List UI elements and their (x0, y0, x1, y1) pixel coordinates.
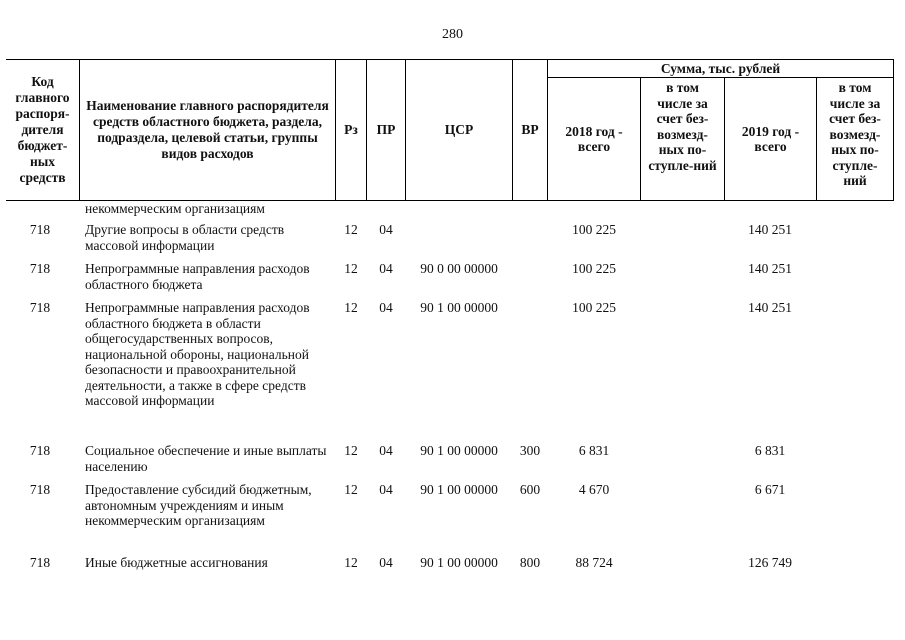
row-2019: 140 251 (748, 300, 792, 315)
row-csr: 90 1 00 00000 (420, 482, 498, 497)
row-pr: 04 (379, 482, 393, 497)
row-name: Непрограммные направления расходов областного бюджета (85, 261, 310, 292)
row-name: Иные бюджетные ассигнования (85, 555, 268, 570)
header-2018-grants: в том числе за счет без-возмезд-ных по-ступле-ний (640, 78, 724, 200)
row-kod: 718 (29, 300, 51, 315)
row-name: Социальное обеспечение и иные выплаты населению (85, 443, 327, 474)
row-2019: 6 671 (754, 482, 786, 497)
row-name: Предоставление субсидий бюджетным, автономным учреждениям и иным некоммерческим организациям (85, 482, 312, 528)
row-2019: 126 749 (748, 555, 792, 570)
row-2018: 88 724 (575, 555, 613, 570)
row-rz: 12 (344, 300, 358, 315)
row-rz: 12 (344, 222, 358, 237)
page-number: 280 (442, 27, 463, 42)
row-csr: 90 1 00 00000 (420, 443, 498, 458)
header-pr: ПР (366, 60, 405, 200)
row-csr: 90 0 00 00000 (420, 261, 498, 276)
row-kod: 718 (29, 482, 51, 497)
row-pr: 04 (379, 261, 393, 276)
row-2018: 4 670 (578, 482, 610, 497)
row-pr: 04 (379, 555, 393, 570)
row-csr: 90 1 00 00000 (420, 555, 498, 570)
header-2019-grants: в том числе за счет без-возмезд-ных по-ступле-ний (816, 78, 894, 200)
header-sum-title: Сумма, тыс. рублей (547, 60, 894, 78)
budget-table: Код главного распоря-дителя бюджет-ных средств Наименование главного распорядителя средств областного бюджета, раздела, подраздела, целевой статьи, группы видов расходов Рз ПР ЦСР ВР Сумма, тыс. рублей 2018 год - всего в том числе за счет без-возмезд-ных по-ступле-ний 2019 год - всего в том числе за счет без-возмезд-ных по-ступле-ний некоммерческим организациям 718 Другие вопросы в области средств массовой информации 12 04 100 225 140 251 718 Непрограммные направления расходов областного бюджета 12 04 90 0 00 00000 100 225 140 251 718 Непрограммные направления расходов областного бюджета в области общегосударственных вопросов, национальной обороны, национальной безопасности и правоохранительной деятельности, а также в сфере средств массовой информации 12 04 90 1 00 00000 100 225 140 251 718 Социальное обеспечение и иные выплаты населению 12 04 90 1 00 00000 300 6 831 6 831 718 Предоставление субсидий бюджетным, автономным учреждениям и иным некоммерческим организациям 12 04 90 1 00 00000 600 4 670 6 671 718 Иные бюджетные ассигнования 12 04 90 1 00 00000 800 88 724 126 749 (6, 59, 894, 201)
row-rz: 12 (344, 261, 358, 276)
row-kod: 718 (29, 443, 51, 458)
row-2019: 6 831 (754, 443, 786, 458)
row-2018: 100 225 (572, 261, 616, 276)
row-rz: 12 (344, 443, 358, 458)
row-rz: 12 (344, 555, 358, 570)
row-2019: 140 251 (748, 222, 792, 237)
row-2018: 100 225 (572, 222, 616, 237)
header-vr: ВР (512, 60, 547, 200)
row-2018: 6 831 (578, 443, 610, 458)
header-kod: Код главного распоря-дителя бюджет-ных средств (15, 74, 70, 185)
row-vr: 800 (519, 555, 541, 570)
row-vr: 300 (519, 443, 541, 458)
row-kod: 718 (29, 222, 51, 237)
row-pr: 04 (379, 222, 393, 237)
row-pr: 04 (379, 300, 393, 315)
header-2019-total: 2019 год - всего (724, 78, 816, 200)
row-2018: 100 225 (572, 300, 616, 315)
header-rz: Рз (335, 60, 366, 200)
row-2019: 140 251 (748, 261, 792, 276)
row-csr: 90 1 00 00000 (420, 300, 498, 315)
header-2018-total: 2018 год - всего (547, 78, 640, 200)
table-header (6, 59, 894, 201)
row-pr: 04 (379, 443, 393, 458)
header-name: Наименование главного распорядителя средств областного бюджета, раздела, подраздела, целевой статьи, группы видов расходов (79, 60, 335, 200)
row-kod: 718 (29, 555, 51, 570)
header-csr: ЦСР (405, 60, 512, 200)
row-vr: 600 (519, 482, 541, 497)
row-name: Непрограммные направления расходов областного бюджета в области общегосударственных вопросов, национальной обороны, национальной безопасности и правоохранительной деятельности, а также в сфере средств массовой информации (85, 300, 310, 408)
row-name: Другие вопросы в области средств массовой информации (85, 222, 285, 253)
row-kod: 718 (29, 261, 51, 276)
row-rz: 12 (344, 482, 358, 497)
